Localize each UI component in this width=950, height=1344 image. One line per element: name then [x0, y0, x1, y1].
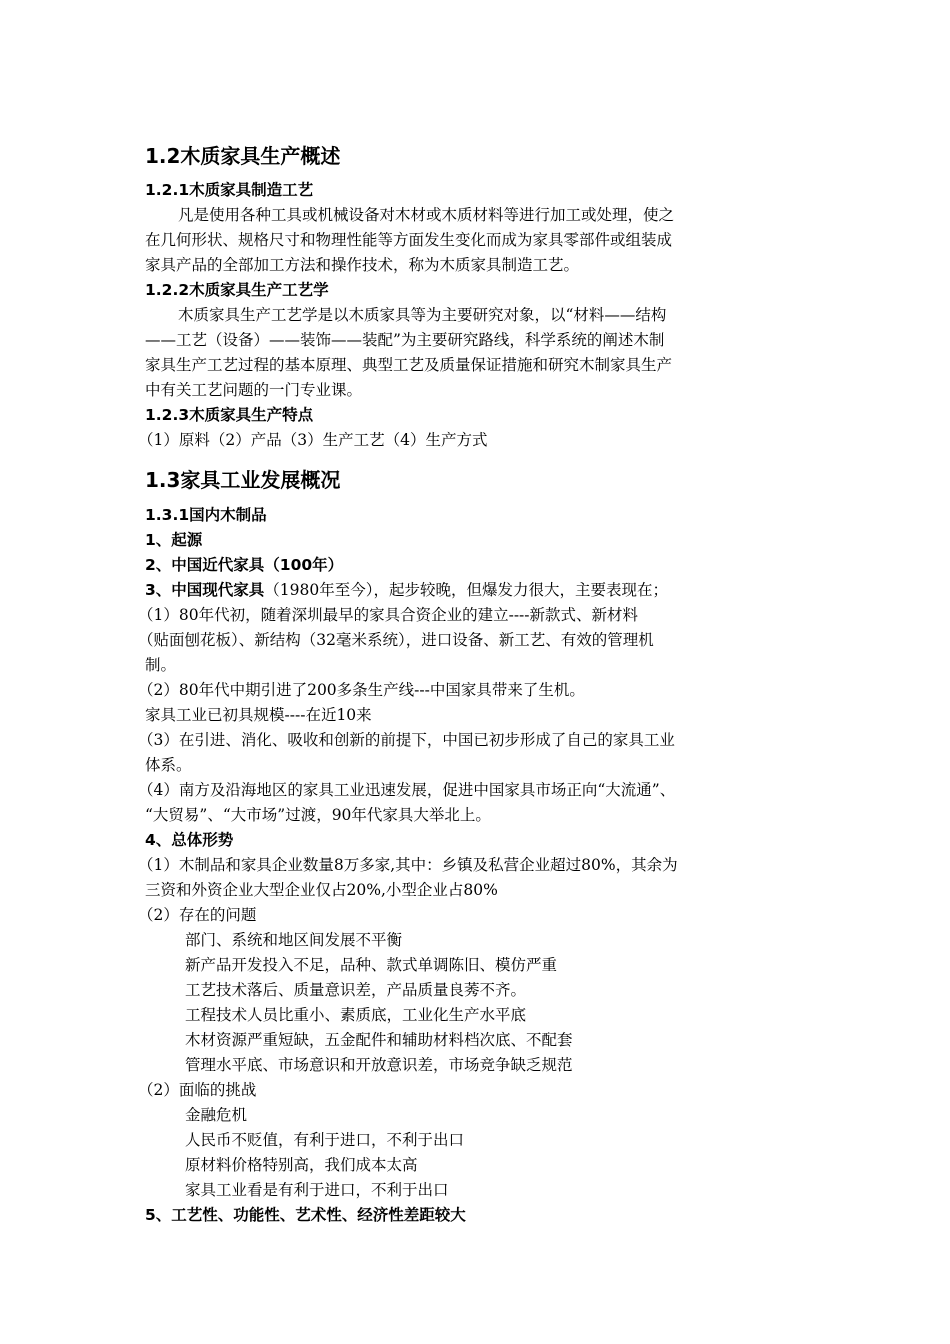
list-item: 木材资源严重短缺，五金配件和辅助材料档次底、不配套 [185, 1031, 573, 1049]
section-1-3-title: 1.3家具工业发展概况 [145, 468, 341, 492]
paragraph-line: （1）木制品和家具企业数量8万多家,其中：乡镇及私营企业超过80%，其余为 [138, 856, 678, 874]
paragraph-line: （贴面刨花板）、新结构（32毫米系统），进口设备、新工艺、有效的管理机 [138, 631, 654, 649]
paragraph-line: 在几何形状、规格尺寸和物理性能等方面发生变化而成为家具零部件或组装成 [145, 231, 673, 249]
list-item: 金融危机 [185, 1106, 248, 1124]
paragraph-line: “大贸易”、“大市场”过渡，90年代家具大举北上。 [145, 806, 491, 824]
list-item: 工艺技术落后、质量意识差，产品质量良莠不齐。 [185, 981, 527, 999]
subsection-1-2-1-title: 1.2.1木质家具制造工艺 [145, 181, 314, 199]
list-item: 人民币不贬值，有利于进口，不利于出口 [185, 1131, 465, 1149]
list-item-heading: 2、中国近代家具（100年） [145, 556, 344, 574]
paragraph-line: 中有关工艺问题的一门专业课。 [145, 381, 363, 399]
paragraph-line: 三资和外资企业大型企业仅占20%,小型企业占80% [145, 881, 498, 899]
paragraph-line: 制。 [145, 656, 177, 674]
list-item-heading: 4、总体形势 [145, 831, 234, 849]
paragraph-line: 体系。 [145, 756, 192, 774]
paragraph-line: 凡是使用各种工具或机械设备对木材或木质材料等进行加工或处理，使之 [178, 206, 675, 224]
paragraph-line: （1）80年代初，随着深圳最早的家具合资企业的建立----新款式、新材料 [138, 606, 639, 624]
subsection-1-2-2-title: 1.2.2木质家具生产工艺学 [145, 281, 329, 299]
paragraph-line: （1）原料（2）产品（3）生产工艺（4）生产方式 [138, 431, 488, 449]
list-item-heading-bold: 3、中国现代家具 [145, 581, 265, 599]
list-item: 家具工业看是有利于进口，不利于出口 [185, 1181, 449, 1199]
list-item-heading-rest: （1980年至今），起步较晚，但爆发力很大，主要表现在； [264, 581, 668, 599]
list-item-heading: 5、工艺性、功能性、艺术性、经济性差距较大 [145, 1206, 466, 1224]
list-item-heading [145, 578, 668, 600]
paragraph-line: （4）南方及沿海地区的家具工业迅速发展，促进中国家具市场正向“大流通”、 [138, 781, 676, 799]
list-item-heading: 1、起源 [145, 531, 203, 549]
list-item: 管理水平底、市场意识和开放意识差，市场竞争缺乏规范 [185, 1056, 573, 1074]
list-item: 部门、系统和地区间发展不平衡 [185, 931, 403, 949]
paragraph-line: （2）存在的问题 [138, 906, 257, 924]
paragraph-line: 家具生产工艺过程的基本原理、典型工艺及质量保证措施和研究木制家具生产 [145, 356, 673, 374]
subsection-1-3-1-title: 1.3.1国内木制品 [145, 506, 267, 524]
paragraph-line: 家具工业已初具规模----在近10来 [145, 706, 372, 724]
subsection-1-2-3-title: 1.2.3木质家具生产特点 [145, 406, 314, 424]
paragraph-line: 家具产品的全部加工方法和操作技术，称为木质家具制造工艺。 [145, 256, 580, 274]
section-1-2-title: 1.2木质家具生产概述 [145, 144, 341, 168]
list-item: 原材料价格特别高，我们成本太高 [185, 1156, 418, 1174]
paragraph-line: （2）80年代中期引进了200多条生产线---中国家具带来了生机。 [138, 681, 585, 699]
list-item: 工程技术人员比重小、素质底，工业化生产水平底 [185, 1006, 527, 1024]
paragraph-line: ——工艺（设备）——装饰——装配”为主要研究路线，科学系统的阐述木制 [145, 331, 665, 349]
paragraph-line: （2）面临的挑战 [138, 1081, 257, 1099]
paragraph-line: 木质家具生产工艺学是以木质家具等为主要研究对象，以“材料——结构 [178, 306, 667, 324]
list-item: 新产品开发投入不足，品种、款式单调陈旧、模仿严重 [185, 956, 558, 974]
paragraph-line: （3）在引进、消化、吸收和创新的前提下，中国已初步形成了自己的家具工业 [138, 731, 675, 749]
